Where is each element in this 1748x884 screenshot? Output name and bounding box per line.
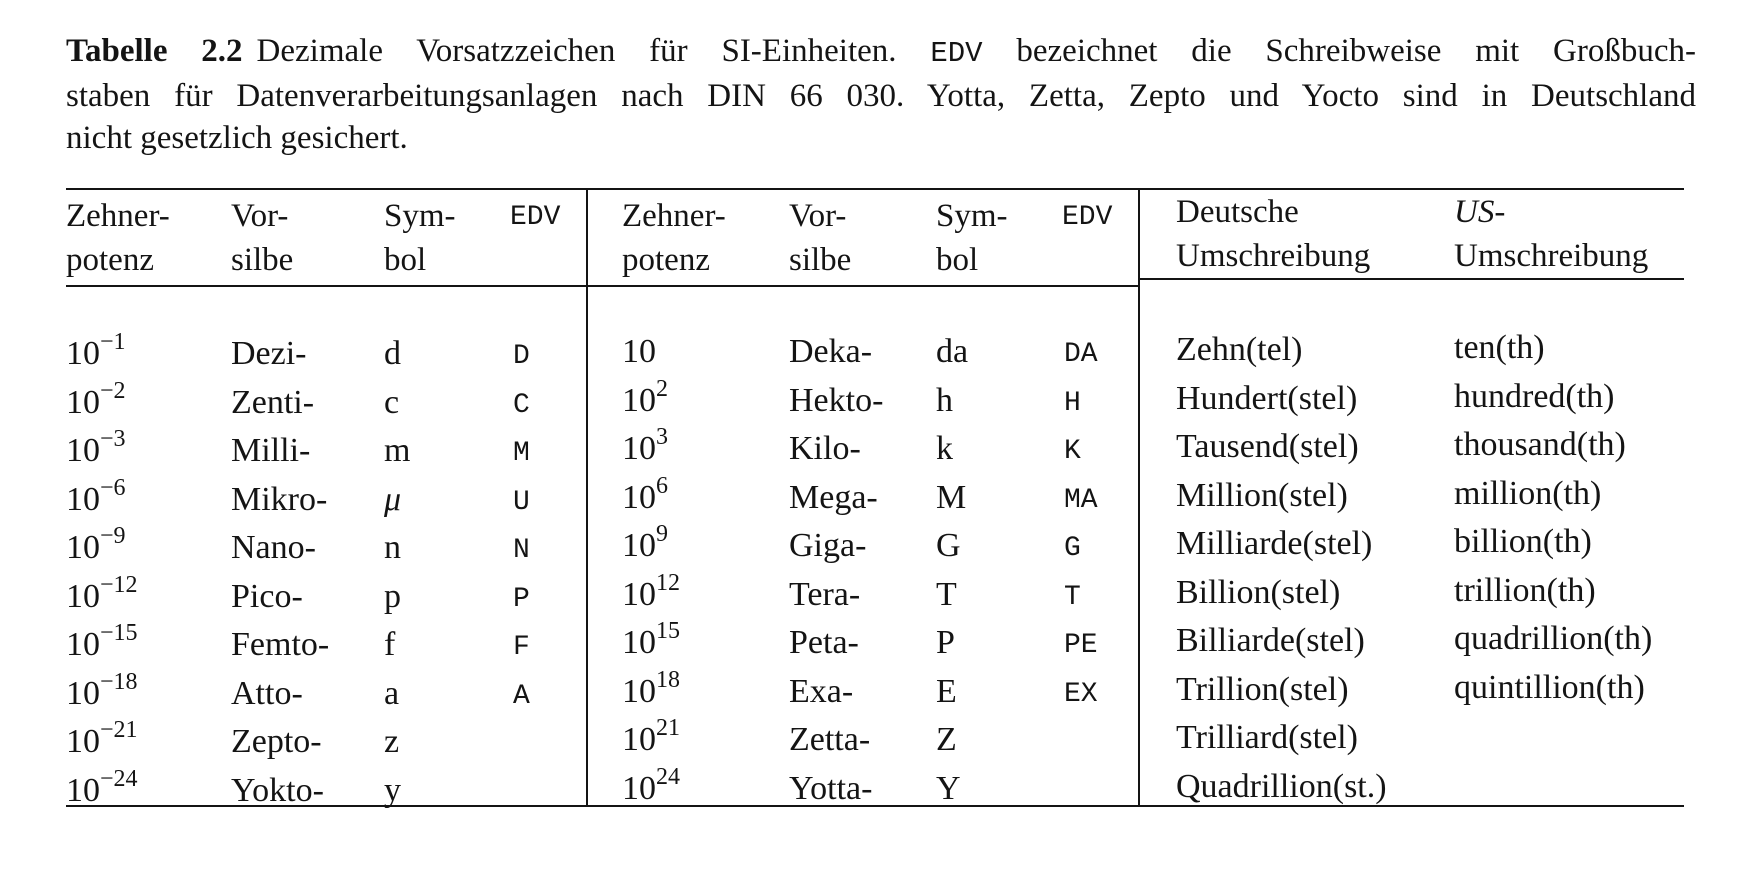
row-5-right-power	[622, 570, 680, 615]
header-zehnerpotenz-left	[66, 194, 170, 282]
header-vorsilbe-left	[231, 194, 293, 282]
row-9-right-symbol: Y	[936, 770, 961, 807]
power-base: 10	[66, 529, 100, 566]
row-1-right-prefix: Hekto-	[789, 382, 884, 419]
column-divider-1	[586, 188, 588, 807]
row-7-right-edv: EX	[1064, 679, 1098, 710]
header-symbol-right	[936, 194, 1008, 282]
power-base: 10	[66, 626, 100, 663]
row-2-left-edv: M	[513, 438, 530, 469]
row-3-right-edv: MA	[1064, 485, 1098, 516]
header-vor-line2: silbe	[789, 242, 852, 278]
header-vor-line1: Vor-	[231, 198, 289, 234]
row-1-deutsch: Hundert(stel)	[1176, 380, 1358, 417]
row-3-right-prefix: Mega-	[789, 479, 878, 516]
power-exponent: −3	[100, 426, 126, 452]
row-5-right-prefix: Tera-	[789, 576, 861, 613]
row-8-left-power	[66, 717, 138, 762]
row-1-left-prefix: Zenti-	[231, 384, 315, 421]
row-6-left-symbol: f	[384, 626, 396, 663]
row-1-right-power	[622, 376, 668, 421]
row-0-left-prefix: Dezi-	[231, 335, 307, 372]
header-zehner-line2: potenz	[66, 242, 154, 278]
power-exponent: 15	[656, 618, 680, 644]
row-4-right-prefix: Giga-	[789, 527, 867, 564]
row-1-left-symbol: c	[384, 384, 400, 421]
caption-line-3: nicht gesetzlich gesichert.	[66, 120, 408, 156]
header-edv-left: EDV	[510, 202, 561, 233]
row-3-left-prefix: Mikro-	[231, 481, 328, 518]
row-2-left-symbol: m	[384, 432, 411, 469]
header-rule-middle	[588, 285, 1140, 287]
row-7-left-prefix: Atto-	[231, 675, 303, 712]
row-1-right-edv: H	[1064, 388, 1081, 419]
power-exponent: −12	[100, 572, 138, 598]
header-zehnerpotenz-right	[622, 194, 726, 282]
row-4-left-symbol: n	[384, 529, 401, 566]
power-exponent: −24	[100, 766, 138, 792]
power-base: 10	[622, 576, 656, 613]
row-6-deutsch: Billiarde(stel)	[1176, 622, 1365, 659]
power-exponent: −21	[100, 717, 138, 743]
row-4-right-edv: G	[1064, 533, 1081, 564]
row-7-left-edv: A	[513, 681, 530, 712]
header-zehner-line2: potenz	[622, 242, 710, 278]
power-base: 10	[622, 673, 656, 710]
row-8-right-power	[622, 715, 680, 760]
caption-edv: EDV	[930, 37, 983, 70]
row-7-left-symbol: a	[384, 675, 400, 712]
row-7-right-symbol: E	[936, 673, 957, 710]
row-9-left-prefix: Yokto-	[231, 772, 324, 809]
caption-text-1b: bezeichnet die Schreibweise mit Großbuch-	[1016, 33, 1696, 69]
caption-label: Tabelle 2.2	[66, 33, 243, 69]
row-6-left-power	[66, 620, 138, 665]
header-edv-right: EDV	[1062, 202, 1113, 233]
power-exponent: −1	[100, 329, 126, 355]
row-9-right-prefix: Yotta-	[789, 770, 873, 807]
row-1-us: hundred(th)	[1454, 378, 1615, 415]
row-4-deutsch: Milliarde(stel)	[1176, 525, 1373, 562]
table-top-rule	[66, 188, 1684, 190]
column-divider-2	[1138, 188, 1140, 807]
row-9-deutsch: Quadrillion(st.)	[1176, 768, 1387, 805]
power-base: 10	[66, 675, 100, 712]
header-zehner-line1: Zehner-	[622, 198, 726, 234]
power-exponent: −18	[100, 669, 138, 695]
row-0-us: ten(th)	[1454, 329, 1545, 366]
row-1-right-symbol: h	[936, 382, 953, 419]
power-exponent: 18	[656, 667, 680, 693]
header-symbol-left	[384, 194, 456, 282]
row-6-us: quadrillion(th)	[1454, 620, 1653, 657]
row-4-left-prefix: Nano-	[231, 529, 316, 566]
header-vorsilbe-right	[789, 194, 851, 282]
row-6-right-prefix: Peta-	[789, 624, 859, 661]
row-9-left-power	[66, 766, 138, 811]
header-sym-line2: bol	[936, 242, 979, 278]
header-sym-line2: bol	[384, 242, 427, 278]
row-0-right-symbol: da	[936, 333, 969, 370]
row-3-right-symbol: M	[936, 479, 967, 516]
row-4-right-symbol: G	[936, 527, 961, 564]
row-2-right-edv: K	[1064, 436, 1081, 467]
power-base: 10	[66, 481, 100, 518]
header-vor-line2: silbe	[231, 242, 294, 278]
row-0-right-prefix: Deka-	[789, 333, 873, 370]
row-5-us: trillion(th)	[1454, 572, 1596, 609]
power-base: 10	[622, 721, 656, 758]
power-base: 10	[66, 578, 100, 615]
power-exponent: 3	[656, 424, 668, 450]
row-3-deutsch: Million(stel)	[1176, 477, 1348, 514]
row-7-us: quintillion(th)	[1454, 669, 1645, 706]
caption-line-2: staben für Datenverarbeitungsanlagen nach DIN 66 030. Yotta, Zetta, Zepto und Yocto sind in Deutschland	[66, 78, 1696, 114]
header-rule-left	[66, 285, 588, 287]
power-exponent: −9	[100, 523, 126, 549]
row-0-left-power	[66, 329, 126, 374]
row-6-left-prefix: Femto-	[231, 626, 330, 663]
power-exponent: 12	[656, 570, 680, 596]
row-6-right-symbol: P	[936, 624, 955, 661]
row-3-right-power	[622, 473, 668, 518]
power-exponent: 21	[656, 715, 680, 741]
power-base: 10	[66, 335, 100, 372]
row-1-left-power	[66, 378, 126, 423]
row-9-left-symbol: y	[384, 772, 401, 809]
row-5-left-symbol: p	[384, 578, 401, 615]
header-rule-right	[1140, 278, 1684, 280]
row-2-left-power	[66, 426, 126, 471]
header-us-umschreibung	[1454, 190, 1648, 278]
row-5-left-edv: P	[513, 584, 530, 615]
power-base: 10	[622, 430, 656, 467]
row-5-deutsch: Billion(stel)	[1176, 574, 1341, 611]
power-base: 10	[622, 624, 656, 661]
power-exponent: 6	[656, 473, 668, 499]
row-2-right-power	[622, 424, 668, 469]
row-3-left-edv: U	[513, 487, 530, 518]
row-6-right-power	[622, 618, 680, 663]
row-8-left-symbol: z	[384, 723, 400, 760]
row-6-right-edv: PE	[1064, 630, 1098, 661]
power-base: 10	[622, 770, 656, 807]
row-3-us: million(th)	[1454, 475, 1602, 512]
row-2-left-prefix: Milli-	[231, 432, 311, 469]
power-base: 10	[66, 772, 100, 809]
power-exponent: 9	[656, 521, 668, 547]
row-7-right-prefix: Exa-	[789, 673, 854, 710]
row-8-right-symbol: Z	[936, 721, 957, 758]
row-2-deutsch: Tausend(stel)	[1176, 428, 1359, 465]
header-us-line1: US-	[1454, 194, 1506, 230]
power-exponent: 24	[656, 764, 680, 790]
header-sym-line1: Sym-	[936, 198, 1008, 234]
power-exponent: 2	[656, 376, 668, 402]
row-4-left-power	[66, 523, 126, 568]
power-base: 10	[66, 723, 100, 760]
row-2-us: thousand(th)	[1454, 426, 1626, 463]
row-3-left-power	[66, 475, 126, 520]
header-deutsche-umschreibung	[1176, 190, 1370, 278]
row-0-right-power	[622, 332, 656, 372]
row-4-right-power	[622, 521, 668, 566]
power-base: 10	[66, 384, 100, 421]
row-2-right-symbol: k	[936, 430, 953, 467]
row-5-right-symbol: T	[936, 576, 957, 613]
power-base: 10	[622, 479, 656, 516]
row-9-right-power	[622, 764, 680, 809]
row-7-deutsch: Trillion(stel)	[1176, 671, 1349, 708]
header-de-line2: Umschreibung	[1176, 238, 1371, 274]
header-sym-line1: Sym-	[384, 198, 456, 234]
row-8-left-prefix: Zepto-	[231, 723, 322, 760]
caption-line-1	[66, 30, 1696, 75]
power-base: 10	[66, 432, 100, 469]
header-de-line1: Deutsche	[1176, 194, 1299, 230]
header-zehner-line1: Zehner-	[66, 198, 170, 234]
row-7-left-power	[66, 669, 138, 714]
row-0-left-symbol: d	[384, 335, 401, 372]
row-5-left-prefix: Pico-	[231, 578, 303, 615]
row-0-right-edv: DA	[1064, 339, 1098, 370]
row-8-deutsch: Trilliard(stel)	[1176, 719, 1358, 756]
power-base: 10	[622, 382, 656, 419]
row-0-left-edv: D	[513, 341, 530, 372]
row-0-deutsch: Zehn(tel)	[1176, 331, 1303, 368]
power-base: 10	[622, 527, 656, 564]
row-6-left-edv: F	[513, 632, 530, 663]
power-exponent: −2	[100, 378, 126, 404]
row-5-left-power	[66, 572, 138, 617]
table-caption	[66, 30, 1696, 159]
row-2-right-prefix: Kilo-	[789, 430, 861, 467]
power-base: 10	[622, 333, 656, 370]
caption-text-1a: Dezimale Vorsatzzeichen für SI-Einheiten.	[256, 33, 897, 69]
row-3-left-symbol: μ	[384, 481, 402, 518]
header-vor-line1: Vor-	[789, 198, 847, 234]
header-us-line2: Umschreibung	[1454, 238, 1649, 274]
row-7-right-power	[622, 667, 680, 712]
row-8-right-prefix: Zetta-	[789, 721, 871, 758]
power-exponent: −6	[100, 475, 126, 501]
row-4-us: billion(th)	[1454, 523, 1592, 560]
row-4-left-edv: N	[513, 535, 530, 566]
row-5-right-edv: T	[1064, 582, 1081, 613]
row-1-left-edv: C	[513, 390, 530, 421]
power-exponent: −15	[100, 620, 138, 646]
